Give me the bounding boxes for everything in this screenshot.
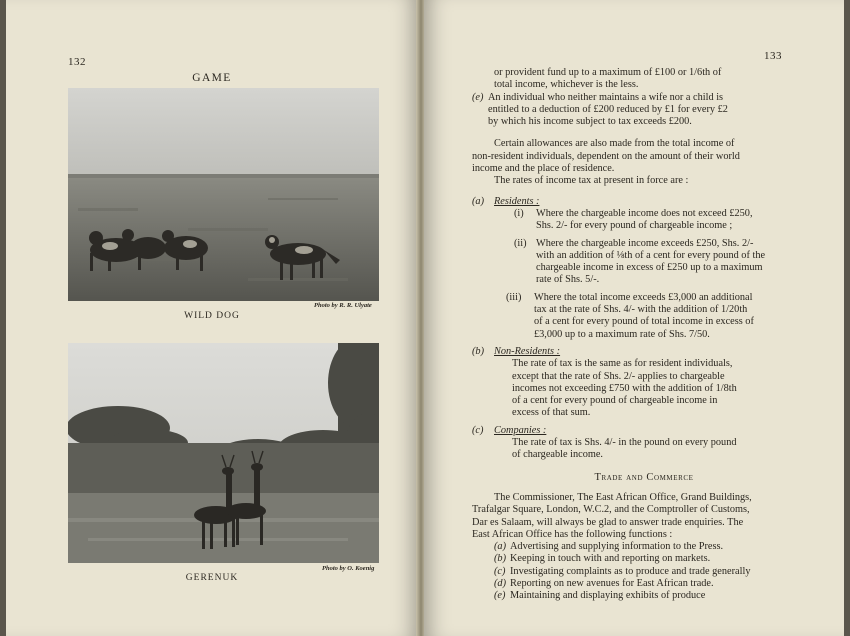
text-line: except that the rate of Shs. 2/- applies to chargeable: [512, 370, 725, 382]
page-number-right: 133: [764, 50, 782, 62]
text-line: non-resident individuals, dependent on the amount of their world: [472, 150, 740, 162]
list-item-text: Maintaining and displaying exhibits of produce: [510, 590, 706, 602]
photo-credit-1: Photo by R. R. Ulyate: [314, 302, 372, 309]
text-line: excess of that sum.: [512, 407, 591, 419]
text-line: The rate of tax is the same as for resident individuals,: [512, 358, 733, 370]
item-label: (b): [494, 553, 507, 565]
running-head: GAME: [192, 72, 232, 84]
item-label: (i): [514, 207, 524, 219]
item-label: (a): [472, 195, 485, 207]
section-title: Companies :: [494, 424, 547, 436]
list-item: [472, 566, 816, 578]
residents-rule-3: [472, 292, 816, 341]
gerenuk-photo: [68, 343, 379, 563]
text-line: entitled to a deduction of £200 reduced by £1 for every £2: [488, 103, 728, 115]
text-line: The rate of tax is Shs. 4/- in the pound on every pound: [512, 437, 737, 449]
text-line: £3,000 up to a maximum rate of Shs. 7/50.: [534, 328, 710, 340]
residents-rule-2: [472, 238, 816, 287]
item-label: (b): [472, 345, 485, 357]
text-line: An individual who neither maintains a wife nor a child is: [488, 91, 724, 103]
non-residents-text: [472, 358, 816, 419]
list-item-text: Keeping in touch with and reporting on markets.: [510, 553, 711, 565]
text-line: Dar es Salaam, will always be glad to answer trade enquiries. The: [472, 516, 744, 528]
page-number-left: 132: [68, 56, 86, 68]
caption-wild-dog: WILD DOG: [184, 311, 240, 321]
text-line: East African Office has the following functions :: [472, 528, 673, 540]
companies-heading: [472, 425, 816, 437]
text-line: tax at the rate of Shs. 4/- with the addition of 1/20th: [534, 304, 748, 316]
section-title: Residents :: [494, 195, 540, 207]
text-line: incomes not exceeding £750 with the addition of 1/8th: [512, 382, 737, 394]
text-line: chargeable income in excess of £250 up to a maximum: [536, 262, 763, 274]
list-item-text: Investigating complaints as to produce and trade generally: [510, 565, 751, 577]
text-line: total income, whichever is the less.: [494, 79, 639, 91]
text-line: Where the chargeable income does not exceed £250,: [536, 207, 753, 219]
list-item: [472, 553, 816, 565]
non-residents-heading: [472, 346, 816, 358]
list-item: [472, 590, 816, 602]
page-text: [472, 67, 816, 603]
right-page: [424, 0, 844, 636]
text-line: Certain allowances are also made from the total income of: [494, 138, 735, 150]
list-item-text: Advertising and supplying information to the Press.: [510, 541, 724, 553]
text-line: income and the place of residence.: [472, 163, 615, 175]
item-label: (c): [494, 565, 506, 577]
list-item: [472, 578, 816, 590]
item-label: (e): [472, 91, 484, 103]
text-line: or provident fund up to a maximum of £100 or 1/6th of: [494, 67, 722, 78]
section-title: Non-Residents :: [494, 345, 561, 357]
section-heading: Trade and Commerce: [594, 471, 694, 483]
text-line: of chargeable income.: [512, 449, 604, 461]
item-label: (d): [494, 577, 507, 589]
text-line: rate of Shs. 5/-.: [536, 274, 600, 286]
list-item: [472, 541, 816, 553]
item-label: (c): [472, 424, 484, 436]
text-line: Where the chargeable income exceeds £250, Shs. 2/-: [536, 237, 754, 249]
wild-dog-photo: [68, 88, 379, 301]
text-line: of a cent for every pound of total income in excess of: [534, 316, 754, 328]
photo-credit-2: Photo by O. Koenig: [322, 565, 375, 572]
text-line: The Commissioner, The East African Office, Grand Buildings,: [494, 491, 752, 503]
item-label: (a): [494, 541, 507, 553]
item-label: (ii): [514, 237, 527, 249]
text-line: of a cent for every pound of chargeable income in: [512, 395, 718, 407]
residents-rule-1: [472, 208, 816, 233]
text-line: with an addition of ⅛th of a cent for every pound of the: [536, 249, 766, 261]
companies-text: [472, 437, 816, 462]
text-line: Trafalgar Square, London, W.C.2, and the Comptroller of Customs,: [472, 504, 750, 516]
text-line: The rates of income tax at present in force are :: [494, 175, 689, 187]
text-line: Shs. 2/- for every pound of chargeable income ;: [536, 220, 733, 232]
text-line: by which his income subject to tax exceeds £200.: [488, 116, 692, 128]
item-label: (iii): [506, 291, 522, 303]
item-label: (e): [494, 590, 506, 602]
list-item-text: Reporting on new avenues for East African trade.: [510, 577, 714, 589]
left-page: [6, 0, 418, 636]
item-e: [472, 92, 816, 129]
residents-heading: [472, 196, 816, 208]
caption-gerenuk: GERENUK: [185, 573, 239, 583]
text-line: Where the total income exceeds £3,000 an additional: [534, 291, 753, 303]
